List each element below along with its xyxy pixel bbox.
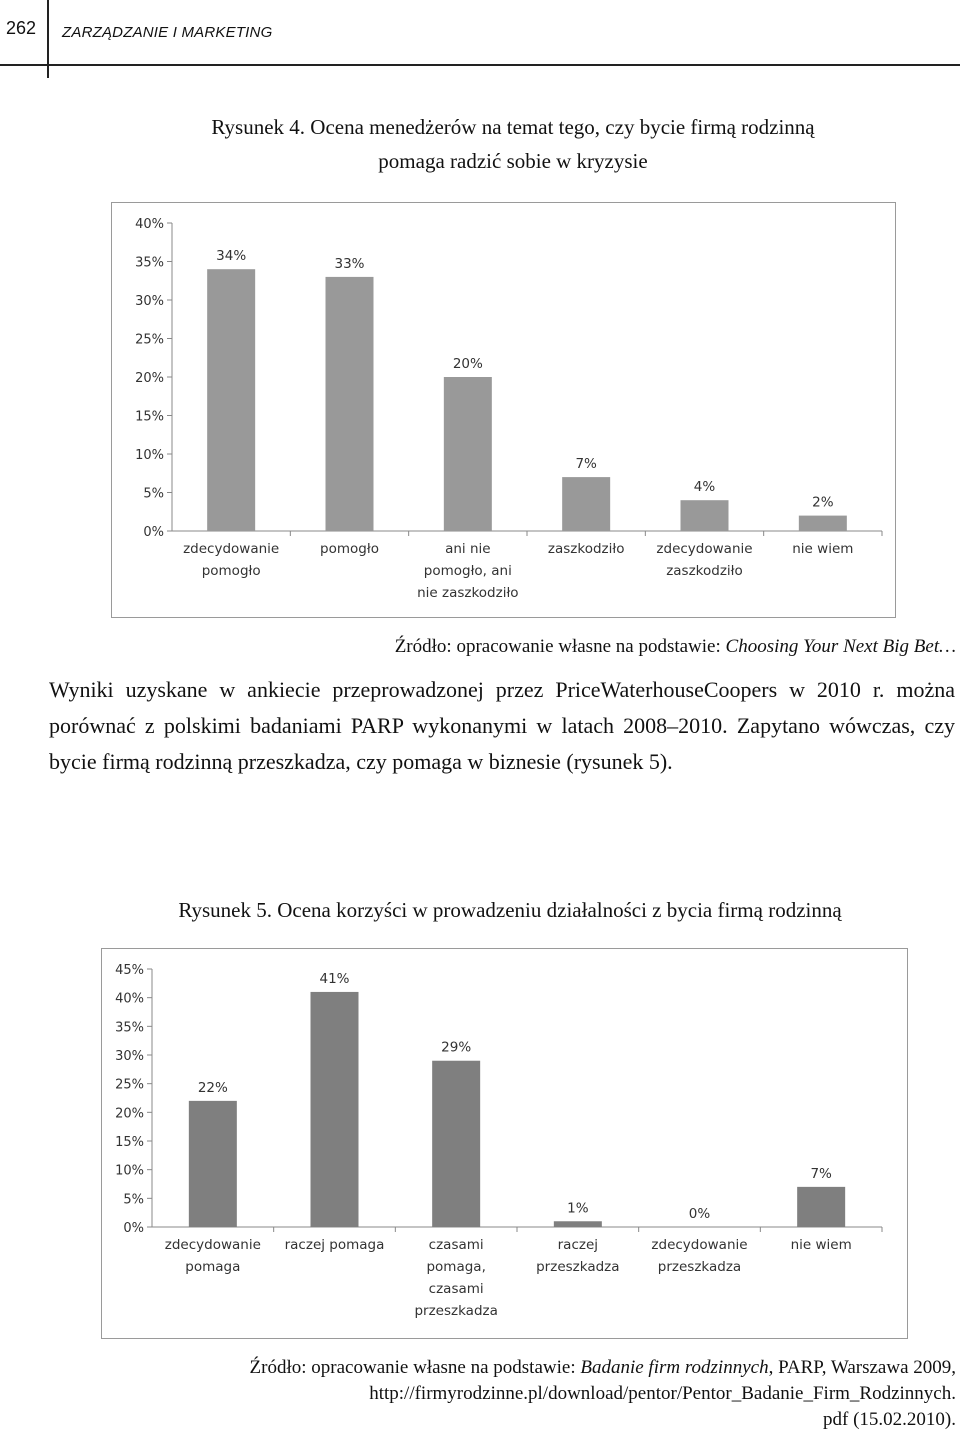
data-label: 22% — [197, 1079, 228, 1096]
data-label: 0% — [688, 1206, 711, 1222]
y-tick-label: 25% — [135, 332, 164, 348]
data-label: 34% — [216, 248, 247, 265]
figure5-source-line3: pdf (15.02.2010). — [823, 1409, 956, 1430]
body-paragraph: Wyniki uzyskane w ankiecie przeprowadzonej przez PriceWaterhouseCoopers w 2010 r. można porównać z polskimi badaniami PARP wykonanymi w latach 2008–2010. Zapytano wówczas, czy bycie firmą rodzinną przeszkadza, czy pomaga w biznesie (rysunek 5). — [49, 677, 955, 774]
data-label: 33% — [334, 255, 365, 272]
category-label: przeszkadza — [536, 1259, 620, 1275]
bar — [681, 500, 729, 531]
category-label: zaszkodziło — [666, 563, 743, 579]
category-label: zdecydowanie — [656, 541, 753, 557]
y-tick-label: 5% — [143, 486, 164, 502]
category-label: zdecydowanie — [651, 1237, 748, 1253]
category-label: pomaga, — [426, 1259, 486, 1275]
bar — [444, 377, 492, 531]
bar — [311, 992, 359, 1227]
figure5-chart — [101, 948, 908, 1339]
page-header — [0, 0, 960, 80]
category-label: ani nie — [445, 541, 491, 557]
data-label: 20% — [452, 356, 483, 372]
data-label: 2% — [812, 494, 834, 511]
category-label: przeszkadza — [657, 1259, 742, 1275]
y-tick-label: 30% — [135, 294, 164, 309]
bar — [797, 1187, 845, 1227]
y-tick-label: 15% — [135, 409, 164, 425]
category-label: raczej pomaga — [284, 1237, 385, 1253]
data-label: 1% — [567, 1200, 589, 1217]
category-label: zdecydowanie — [164, 1237, 261, 1253]
data-label: 4% — [693, 479, 716, 496]
category-label: pomogło — [201, 563, 261, 579]
bar — [326, 277, 374, 531]
figure4-title-line2: pomaga radzić sobie w kryzysie — [378, 149, 648, 173]
figure5-chart-svg — [102, 949, 907, 1338]
category-label: czasami — [428, 1281, 484, 1297]
bar — [562, 477, 610, 531]
y-tick-label: 10% — [135, 448, 164, 463]
y-tick-label: 35% — [135, 255, 164, 271]
header-horizontal-rule — [0, 64, 960, 66]
figure5-source-title: Badanie firm rodzinnych — [580, 1357, 769, 1378]
data-label: 7% — [810, 1165, 832, 1182]
category-label: pomogło — [320, 541, 379, 557]
y-tick-label: 15% — [115, 1135, 144, 1150]
category-label: nie wiem — [790, 1237, 852, 1253]
category-label: zaszkodziło — [547, 541, 625, 557]
category-label: czasami — [428, 1237, 484, 1253]
y-tick-label: 0% — [123, 1221, 144, 1236]
figure5-source-line2: http://firmyrodzinne.pl/download/pentor/Pentor_Badanie_Firm_Rodzinnych. — [369, 1383, 956, 1404]
bar — [799, 516, 847, 531]
y-tick-label: 45% — [115, 963, 144, 978]
figure4-chart — [111, 202, 896, 618]
category-label: przeszkadza — [414, 1303, 498, 1319]
y-tick-label: 20% — [115, 1106, 144, 1122]
category-label: pomaga — [185, 1259, 241, 1275]
bar — [432, 1061, 480, 1227]
data-label: 41% — [319, 970, 350, 987]
figure5-source-line1 — [90, 1355, 956, 1381]
figure5-title: Rysunek 5. Ocena korzyści w prowadzeniu działalności z bycia firmą rodzinną — [178, 898, 842, 922]
category-label: nie zaszkodziło — [417, 585, 519, 601]
bar — [189, 1101, 237, 1227]
bar — [554, 1221, 602, 1227]
page-number: 262 — [6, 18, 37, 38]
bar — [207, 269, 255, 531]
y-tick-label: 25% — [115, 1077, 144, 1093]
figure4-title-line1: Rysunek 4. Ocena menedżerów na temat tego, czy bycie firmą rodzinną — [211, 115, 815, 139]
y-tick-label: 20% — [135, 371, 164, 386]
category-label: raczej — [557, 1237, 599, 1253]
figure4-source-title: Choosing Your Next Big Bet… — [725, 636, 956, 657]
figure4-chart-svg — [112, 203, 895, 617]
data-label: 7% — [575, 456, 597, 473]
running-head: ZARZĄDZANIE I MARKETING — [62, 24, 273, 41]
y-tick-label: 40% — [115, 991, 144, 1007]
category-label: zdecydowanie — [183, 541, 280, 557]
header-vertical-rule — [47, 0, 49, 78]
data-label: 29% — [441, 1039, 472, 1056]
y-tick-label: 35% — [115, 1020, 144, 1036]
figure4-title — [80, 110, 946, 178]
y-tick-label: 0% — [143, 525, 164, 540]
figure5-source-rest: , PARP, Warszawa 2009, — [768, 1357, 956, 1378]
y-tick-label: 30% — [115, 1049, 144, 1064]
y-tick-label: 40% — [135, 217, 164, 232]
category-label: nie wiem — [792, 541, 854, 557]
figure4-source — [270, 636, 956, 658]
y-tick-label: 10% — [115, 1163, 144, 1179]
category-label: pomogło, ani — [423, 563, 512, 579]
figure5-source — [90, 1355, 956, 1433]
figure5-source-prefix: Źródło: opracowanie własne na podstawie: — [249, 1357, 581, 1378]
figure4-source-prefix: Źródło: opracowanie własne na podstawie: — [394, 636, 726, 657]
y-tick-label: 5% — [123, 1192, 144, 1208]
